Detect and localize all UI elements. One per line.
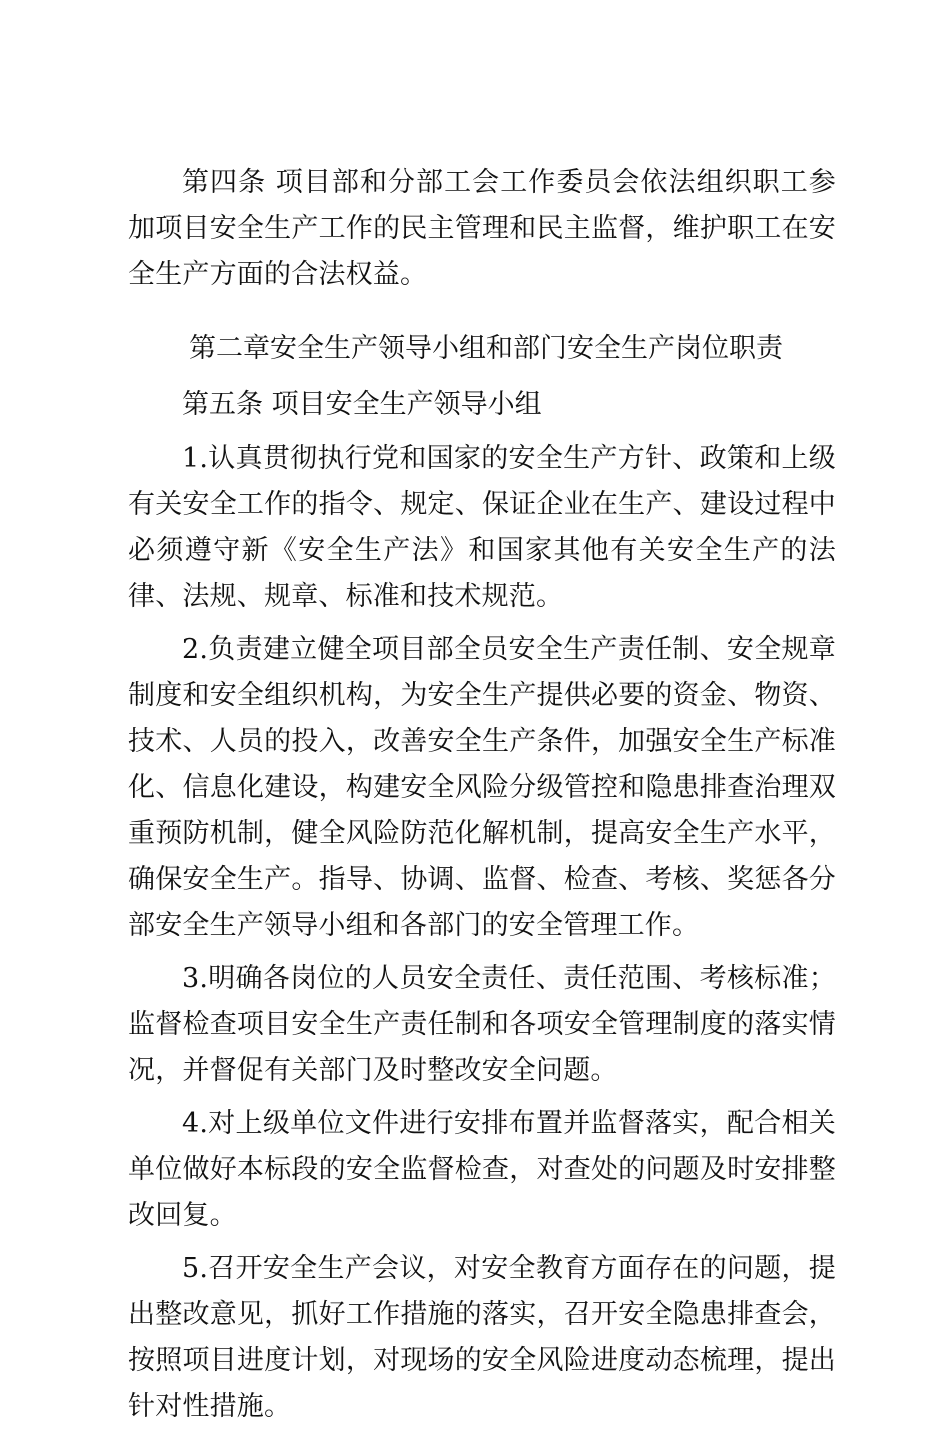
list-item-4: 4.对上级单位文件进行安排布置并监督落实，配合相关单位做好本标段的安全监督检查，对查处的问题及时安排整改回复。 [128,1108,836,1231]
article-4-paragraph: 第四条 项目部和分部工会工作委员会依法组织职工参加项目安全生产工作的民主管理和民主监督，维护职工在安全生产方面的合法权益。 [128,167,836,290]
document-page [128,160,836,1437]
list-item-2: 2.负责建立健全项目部全员安全生产责任制、安全规章制度和安全组织机构，为安全生产提供必要的资金、物资、技术、人员的投入，改善安全生产条件，加强安全生产标准化、信息化建设，构建安全风险分级管控和隐患排查治理双重预防机制，健全风险防范化解机制，提高安全生产水平，确保安全生产。指导、协调、监督、检查、考核、奖惩各分部安全生产领导小组和各部门的安全管理工作。 [128,634,836,941]
list-item-3: 3.明确各岗位的人员安全责任、责任范围、考核标准；监督检查项目安全生产责任制和各项安全管理制度的落实情况，并督促有关部门及时整改安全问题。 [128,963,836,1086]
chapter-2-title: 第二章安全生产领导小组和部门安全生产岗位职责 [189,333,783,364]
list-item-1: 1.认真贯彻执行党和国家的安全生产方针、政策和上级有关安全工作的指令、规定、保证企业在生产、建设过程中必须遵守新《安全生产法》和国家其他有关安全生产的法律、法规、规章、标准和技术规范。 [128,443,836,612]
list-item-5: 5.召开安全生产会议，对安全教育方面存在的问题，提出整改意见，抓好工作措施的落实，召开安全隐患排查会，按照项目进度计划，对现场的安全风险进度动态梳理，提出针对性措施。 [128,1253,836,1422]
article-5-title: 第五条 项目安全生产领导小组 [182,389,542,420]
